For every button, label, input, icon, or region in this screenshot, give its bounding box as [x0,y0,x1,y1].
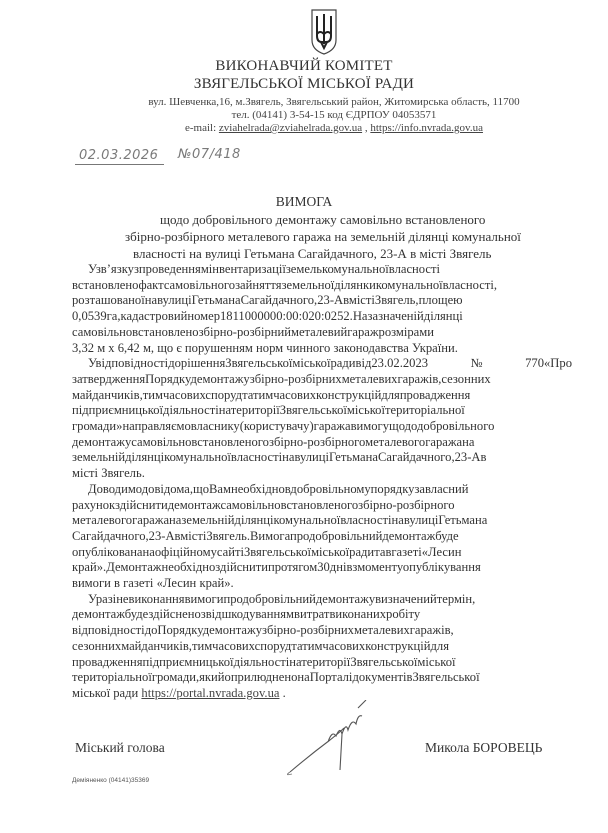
word: Гетьмана [328,450,378,465]
organization-address: вул. Шевченка,16, м.Звягель, Звягельський район, Житомирська область, 11700 [148,96,520,108]
word: земель [285,262,322,276]
handwritten-signature [270,700,380,780]
word: міської [292,356,331,371]
word: гараж [347,324,379,339]
word: демонтажу [202,623,262,638]
word: порядку [370,481,415,496]
word: земельної [281,277,335,292]
body-line [72,545,572,561]
word: демонтаж [382,528,436,543]
word: встановленого [280,497,359,512]
word: робіт [386,607,414,622]
word: міської [417,654,456,669]
word: виконаних [329,607,387,622]
word: на [297,670,310,685]
word: тимчасових [302,638,366,653]
organization-name-line2: ЗВЯГЕЛЬСЬКОЇ МІСЬКОЇ РАДИ [193,76,415,92]
word: на [144,293,158,308]
body-line [72,388,572,404]
word: міської [346,403,385,418]
body-line [72,560,572,576]
organization-name-line1: ВИКОНАВЧИЙ КОМІТЕТ [215,58,393,74]
word: комунальної [321,262,389,276]
signatory-name: Микола БОРОВЕЦЬ [425,740,543,755]
word: №770 [428,356,544,371]
word: відома, [154,481,193,496]
word: майданчиків, [72,387,143,402]
word: в [343,293,349,308]
word: тимчасових [191,638,255,653]
word: до [168,356,181,371]
word: газеті [391,544,422,559]
word: документів [352,670,413,685]
word: в [174,528,181,543]
word: Сагайдачного, [240,293,318,308]
word: Гетьмана [438,513,488,528]
word: 23-А [148,528,175,543]
word: Звягельської [412,670,480,685]
word: на [462,434,475,449]
document-title: ВИМОГА [275,194,333,209]
word: на [169,513,182,528]
word: встановлено [72,277,139,292]
word: зв’язку [95,262,134,276]
body-line: 3,32 м х 6,42 м, що є порушенням норм чинного законодавства України. [72,340,458,355]
word: земельній [72,450,126,465]
document-subject [100,211,560,262]
word: Сагайдачного, [72,528,149,543]
word: Порядку [145,371,191,386]
word: відшкодуванням [205,607,295,622]
word: на [289,654,302,669]
word: вулиці [294,450,329,465]
word: 30 [317,560,330,575]
word: на [391,513,404,528]
ukraine-coat-of-arms-icon [309,8,339,56]
body-line [72,482,572,498]
word: та [291,638,303,653]
word: Вам [209,481,231,496]
word: зазначеній [367,309,424,324]
word: «Лесин [421,544,462,559]
word: розмірами [378,324,434,339]
word: номер [187,309,220,324]
contacts-separator: , [362,122,371,134]
word: територіальної [384,403,465,418]
word: комунальної [164,450,231,465]
word: самовільно [220,497,281,512]
word: споруд [205,387,243,402]
word: збірно-розбірного [358,497,455,512]
body-line: вимоги в газеті «Лесин край». [72,576,234,591]
word: в [284,481,291,496]
body-line [72,435,572,451]
word: про [290,528,309,543]
word: буде [124,607,149,622]
body-line [72,419,572,435]
word: відповідності [72,623,145,638]
word: вулиці [157,293,192,308]
word: гаража [132,513,170,528]
word: до [144,623,158,638]
body-line: місті Звягель. [72,466,145,481]
word: збірно-розбірного [268,434,366,449]
word: інвентаризації [208,262,286,276]
word: земельній [181,513,235,528]
body-line [72,592,572,608]
word: про [223,591,243,606]
email-link[interactable]: zviahelrada@zviahelrada.gov.ua [218,122,363,134]
word: металевий [290,324,348,339]
word: ділянці [125,450,165,465]
word: відповідності [95,356,169,371]
word: опублікування [402,560,481,575]
word: моменту [357,560,403,575]
word: сайті [216,544,244,559]
word: площею [418,293,463,308]
body-line [72,529,572,545]
word: території [230,403,280,418]
word: до [141,481,155,496]
word: направляємо [122,419,191,434]
word: власності [230,450,283,465]
body-line [72,403,572,419]
word: не [116,591,129,606]
word: комунальної [273,513,341,528]
word: гаража [313,419,351,434]
word: демонтажу [190,371,250,386]
word: термін, [436,591,476,606]
body-line [72,498,572,514]
word: Вимога [250,528,290,543]
word: провадження [72,654,143,669]
word: та [374,544,386,559]
word: (користувачу) [239,419,314,434]
word: майданчиків, [121,638,192,653]
body-line [72,639,572,655]
word: гаража [425,434,463,449]
body-line [72,513,572,529]
body-line [72,607,572,623]
word: щодо [389,419,417,434]
body-line [72,356,572,372]
subject-line: збірно-розбірного металевого гаража на земельній ділянці комунальної [125,229,521,244]
word: тимчасових [142,387,206,402]
word: провадження [399,387,471,402]
word: необхідно [161,560,216,575]
word: днів [329,560,353,575]
body-line [72,372,572,388]
word: Звягель. [206,528,250,543]
word: підприємницької [72,403,164,418]
word: здійснити [215,560,269,575]
body-line [72,262,572,278]
word: кадастровий [120,309,188,324]
word: добровільний [308,528,383,543]
word: демонтаж [167,497,221,512]
word: самовільного [163,277,236,292]
body-line [72,670,572,686]
document-body [72,262,572,702]
body-line [72,623,572,639]
word: за [414,481,426,496]
word: споруд [254,638,292,653]
word: з [133,262,139,276]
word: тимчасових [253,387,317,402]
word: з [200,607,206,622]
word: на [142,544,155,559]
word: «Про [544,356,572,371]
word: в [385,544,392,559]
word: ділянці [423,309,463,324]
word: Звягельської [243,544,312,559]
word: рахунок [72,497,115,512]
word: 23-А [454,450,481,465]
word: який [199,670,225,685]
word: На [352,309,368,324]
word: 0,0539 [72,309,107,324]
website-link[interactable]: https://info.nvrada.gov.ua [370,122,483,134]
word: 23.02.2023 [371,356,429,371]
word: витрат [294,607,330,622]
final-line-suffix: . [279,685,286,700]
word: встановленого [191,434,269,449]
word: самовільно [72,324,133,339]
word: гаражів, [397,371,442,386]
word: га, [106,309,121,324]
word: сезонних [441,371,491,386]
word: громади» [72,419,123,434]
word: демонтаж [72,607,125,622]
word: території [301,654,351,669]
word: Демонтаж [106,560,162,575]
word: діяльності [163,403,219,418]
word: затвердження [72,371,146,386]
word: місті [348,293,375,308]
executor-contact: Деміяненко (04141)35369 [72,777,150,784]
word: для [430,638,450,653]
word: У [88,356,96,371]
word: з [352,560,358,575]
body-line [72,450,572,466]
word: конструкцій [365,638,431,653]
word: У [88,262,96,276]
word: від [355,356,372,371]
organization-contacts [0,122,608,135]
word: добровільного [417,419,495,434]
word: міської [311,544,350,559]
word: протягом [268,560,318,575]
word: збірно-розбірний [198,324,291,339]
word: Звягель, [374,293,419,308]
body-line [72,278,572,294]
registration-date: 02.03.2026 [75,148,164,165]
word: діяльності [233,654,290,669]
word: офіційному [154,544,217,559]
word: вулиці [403,513,439,528]
word: збірно-розбірних [249,371,342,386]
word: територіальної [72,670,152,685]
word: ділянки [334,277,376,292]
email-label: e-mail: [185,122,219,134]
word: власний [425,481,469,496]
registration-number: №07/418 [178,147,241,162]
word: факт [138,277,164,292]
final-line-prefix: міської ради [72,685,142,700]
word: вимогу [350,419,390,434]
word: Порталі [309,670,353,685]
word: розташованої [72,293,145,308]
word: що [193,481,209,496]
word: Гетьмана [191,293,241,308]
word: громади, [151,670,200,685]
word: 23-А [317,293,344,308]
word: здійснити [115,497,168,512]
word: опублікована [72,544,143,559]
word: виконання [128,591,185,606]
word: сезонних [72,638,122,653]
word: металевого [72,513,133,528]
portal-link[interactable]: https://portal.nvrada.gov.ua [141,685,280,700]
word: власності [388,262,440,276]
word: вимоги [184,591,224,606]
word: ради [349,544,375,559]
word: власності, [442,277,497,292]
word: на [282,450,295,465]
word: демонтаж [315,591,369,606]
word: місті [180,528,207,543]
signatory-position: Міський голова [75,740,165,755]
word: встановлено [132,324,199,339]
word: демонтажу [72,434,132,449]
word: на [218,403,231,418]
subject-line: власності на вулиці Гетьмана Сагайдачного, 23-А в місті Звягель [133,246,492,261]
body-line [72,655,572,671]
word: металевих [341,371,398,386]
word: У [88,591,96,606]
word: у [368,591,376,606]
body-line [72,325,572,341]
word: Сагайдачного, [377,450,455,465]
word: ділянці [234,513,274,528]
word: здійснено [148,607,201,622]
word: Порядку [157,623,203,638]
word: збірно-розбірних [262,623,354,638]
word: буде [435,528,459,543]
word: комунальної [375,277,443,292]
word: власності [340,513,392,528]
word: край». [72,560,107,575]
word: 1811000000:00:020:0252. [220,309,353,324]
word: Звягельської [225,356,293,371]
body-line [72,309,572,325]
word: гаражів, [409,623,454,638]
word: разі [95,591,117,606]
word: для [381,387,400,402]
word: конструкцій [316,387,382,402]
word: власнику [190,419,240,434]
word: та [242,387,253,402]
word: металевих [353,623,410,638]
word: необхідно [230,481,285,496]
word: в [480,450,487,465]
word: рішення [180,356,226,371]
word: оприлюднено [224,670,298,685]
word: підприємницької [142,654,234,669]
word: у [413,607,421,622]
word: самовільно [131,434,192,449]
word: визначений [375,591,437,606]
word: металевого [365,434,426,449]
word: Звягельської [279,403,347,418]
word: зайняття [235,277,282,292]
word: Доводимо [88,481,142,496]
word: добровільному [290,481,371,496]
word: Звягельської [350,654,418,669]
word: добровільний [242,591,316,606]
body-line [72,293,572,309]
word: ради [330,356,356,371]
subject-line: щодо добровільного демонтажу самовільно встановленого [160,212,486,227]
organization-phone: тел. (04141) 3-54-15 код ЄДРПОУ 04053571 [231,109,437,121]
word: проведенням [138,262,209,276]
